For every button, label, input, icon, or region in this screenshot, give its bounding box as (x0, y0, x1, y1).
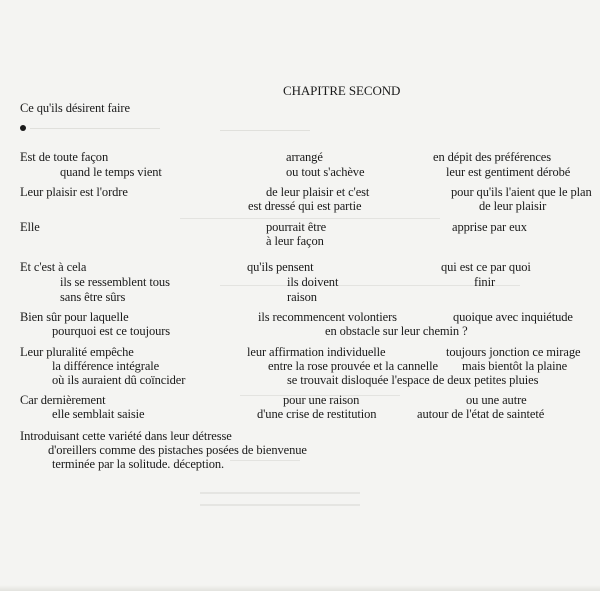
show-through-mark (200, 492, 360, 506)
stanza-2-line-2-col-2: est dressé qui est partie (248, 199, 362, 213)
stanza-3-line-1-col-1: Elle (20, 220, 40, 234)
stanza-1-line-1-col-1: Est de toute façon (20, 150, 109, 164)
stanza-2-line-2-col-3: de leur plaisir (479, 199, 547, 213)
stanza-6-line-2-col-3: mais bientôt la plaine (462, 359, 568, 373)
stanza-5-line-1-col-1: Bien sûr pour laquelle (20, 310, 129, 324)
stanza-1-line-2-col-3: leur est gentiment dérobé (446, 165, 571, 179)
stanza-6-line-1-col-3: toujours jonction ce mirage (446, 345, 581, 359)
stanza-1-line-1-col-3: en dépit des préférences (433, 150, 552, 164)
stanza-4-line-2-col-3: finir (474, 275, 496, 289)
stanza-7-line-2-col-1: elle semblait saisie (52, 407, 145, 421)
stanza-1-line-2-col-2: ou tout s'achève (286, 165, 365, 179)
stanza-4-line-1-col-1: Et c'est à cela (20, 260, 87, 274)
stanza-2-line-1-col-2: de leur plaisir et c'est (266, 185, 370, 199)
show-through-mark (230, 460, 300, 462)
stanza-3-line-1-col-2: pourrait être (266, 220, 327, 234)
stanza-7-line-2-col-3: autour de l'état de sainteté (417, 407, 545, 421)
stanza-4-line-2-col-1: ils se ressemblent tous (60, 275, 170, 289)
stanza-6-line-1-col-1: Leur pluralité empêche (20, 345, 134, 359)
stanza-4-line-3-col-1: sans être sûrs (60, 290, 126, 304)
show-through-mark (220, 130, 310, 132)
stanza-4-line-2-col-2: ils doivent (287, 275, 339, 289)
stanza-8-line-3: terminée par la solitude. déception. (52, 457, 225, 471)
stanza-4-line-3-col-2: raison (287, 290, 317, 304)
section-subtitle: Ce qu'ils désirent faire (20, 101, 130, 115)
stanza-7-line-1-col-3: ou une autre (466, 393, 527, 407)
stanza-6-line-3-col-1: où ils auraient dû coïncider (52, 373, 186, 387)
stanza-4-line-1-col-2: qu'ils pensent (247, 260, 314, 274)
stanza-5-line-2-col-1: pourquoi est ce toujours (52, 324, 171, 338)
stanza-5-line-2-col-2: en obstacle sur leur chemin ? (325, 324, 468, 338)
stanza-5-line-1-col-2: ils recommencent volontiers (258, 310, 397, 324)
stanza-4-line-1-col-3: qui est ce par quoi (441, 260, 531, 274)
stanza-6-line-1-col-2: leur affirmation individuelle (247, 345, 386, 359)
page-bottom-edge (0, 585, 600, 591)
stanza-8-line-1: Introduisant cette variété dans leur détresse (20, 429, 232, 443)
bullet-icon (20, 125, 26, 131)
stanza-1-line-2-col-1: quand le temps vient (60, 165, 162, 179)
chapter-title: CHAPITRE SECOND (283, 83, 401, 98)
show-through-mark (30, 128, 160, 130)
stanza-3-line-2-col-2: à leur façon (266, 234, 324, 248)
stanza-6-line-2-col-1: la différence intégrale (52, 359, 160, 373)
stanza-5-line-1-col-3: quoique avec inquiétude (453, 310, 573, 324)
stanza-3-line-1-col-3: apprise par eux (452, 220, 527, 234)
stanza-7-line-1-col-2: pour une raison (283, 393, 360, 407)
stanza-8-line-2: d'oreillers comme des pistaches posées de bienvenue (48, 443, 307, 457)
stanza-2-line-1-col-1: Leur plaisir est l'ordre (20, 185, 128, 199)
stanza-2-line-1-col-3: pour qu'ils l'aient que le plan (451, 185, 592, 199)
stanza-6-line-3-col-2: se trouvait disloquée l'espace de deux petites pluies (287, 373, 539, 387)
stanza-7-line-2-col-2: d'une crise de restitution (257, 407, 377, 421)
stanza-1-line-1-col-2: arrangé (286, 150, 323, 164)
stanza-6-line-2-col-2: entre la rose prouvée et la cannelle (268, 359, 438, 373)
stanza-7-line-1-col-1: Car dernièrement (20, 393, 106, 407)
